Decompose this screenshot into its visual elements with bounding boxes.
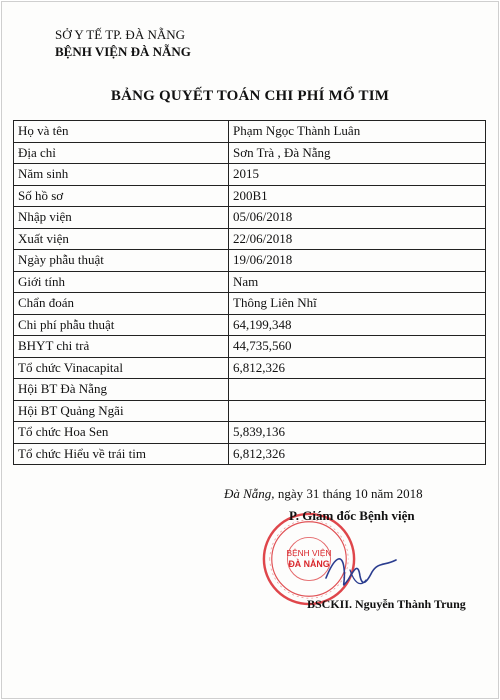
field-label: BHYT chi trả <box>14 336 229 358</box>
field-label: Nhập viện <box>14 207 229 229</box>
svg-text:BỆNH VIỆN: BỆNH VIỆN <box>286 548 332 559</box>
table-row <box>14 142 486 164</box>
field-label: Ngày phẫu thuật <box>14 250 229 272</box>
field-value: Phạm Ngọc Thành Luân <box>229 121 486 143</box>
field-label: Chi phí phẫu thuật <box>14 314 229 336</box>
field-value: 22/06/2018 <box>229 228 486 250</box>
field-label: Số hồ sơ <box>14 185 229 207</box>
field-value: 05/06/2018 <box>229 207 486 229</box>
department-name: SỞ Y TẾ TP. ĐÀ NẴNG <box>55 27 186 42</box>
table-row <box>14 336 486 358</box>
hospital-name: BỆNH VIỆN ĐÀ NẴNG <box>55 44 191 59</box>
field-value: Sơn Trà , Đà Nẵng <box>229 142 486 164</box>
signing-date-text: ngày 31 tháng 10 năm 2018 <box>277 486 423 501</box>
field-value: 6,812,326 <box>229 443 486 465</box>
signer-name: BSCKII. Nguyễn Thành Trung <box>307 597 466 611</box>
field-value: 6,812,326 <box>229 357 486 379</box>
field-value: Thông Liên Nhĩ <box>229 293 486 315</box>
field-label: Hội BT Quảng Ngãi <box>14 400 229 422</box>
field-value: 19/06/2018 <box>229 250 486 272</box>
field-label: Hội BT Đà Nẵng <box>14 379 229 401</box>
table-row <box>14 314 486 336</box>
table-row <box>14 164 486 186</box>
document-title: BẢNG QUYẾT TOÁN CHI PHÍ MỔ TIM <box>110 88 390 104</box>
field-label: Địa chỉ <box>14 142 229 164</box>
field-value: 2015 <box>229 164 486 186</box>
table-row <box>14 357 486 379</box>
field-value: 200B1 <box>229 185 486 207</box>
table-row <box>14 400 486 422</box>
table-row <box>14 293 486 315</box>
field-value: 64,199,348 <box>229 314 486 336</box>
field-label: Tổ chức Hoa Sen <box>14 422 229 444</box>
signatory-role: P. Giám đốc Bệnh viện <box>289 508 415 523</box>
document-header <box>55 26 191 60</box>
table-row <box>14 271 486 293</box>
settlement-table <box>13 120 486 465</box>
handwritten-signature <box>320 540 400 600</box>
table-row <box>14 379 486 401</box>
field-value: 44,735,560 <box>229 336 486 358</box>
document-page <box>1 1 499 699</box>
table-row <box>14 443 486 465</box>
field-value <box>229 400 486 422</box>
field-value <box>229 379 486 401</box>
svg-text:ĐÀ NẴNG: ĐÀ NẴNG <box>288 558 330 569</box>
table-row <box>14 250 486 272</box>
table-row <box>14 185 486 207</box>
field-label: Tổ chức Vinacapital <box>14 357 229 379</box>
signing-date <box>224 486 423 502</box>
field-label: Giới tính <box>14 271 229 293</box>
table-row <box>14 228 486 250</box>
signing-place: Đà Nẵng, <box>224 486 275 501</box>
table-row <box>14 422 486 444</box>
table-row <box>14 207 486 229</box>
field-label: Họ và tên <box>14 121 229 143</box>
field-label: Năm sinh <box>14 164 229 186</box>
field-label: Tổ chức Hiểu về trái tim <box>14 443 229 465</box>
field-value: 5,839,136 <box>229 422 486 444</box>
field-label: Xuất viện <box>14 228 229 250</box>
field-value: Nam <box>229 271 486 293</box>
table-row <box>14 121 486 143</box>
field-label: Chẩn đoán <box>14 293 229 315</box>
